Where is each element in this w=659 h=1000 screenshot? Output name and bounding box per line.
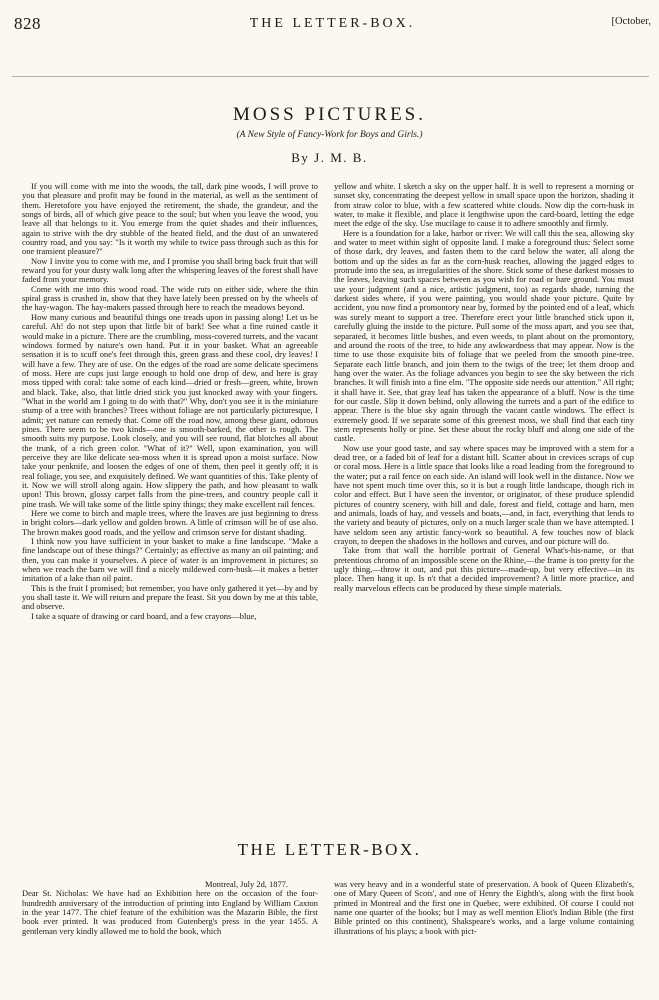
paragraph: Take from that wall the horrible portrait of General What's-his-name, or that pretentious chromo of an impossible scene on the Rhine,—the frame is too pretty for the ugly thing,—throw it out, and put this picture—made-up, but very effective—in its place. Then hang it up. Is n't that a decided improvement? A little more practice, and really marvelous effects can be produced by these simple materials. bbox=[334, 545, 634, 593]
paragraph: Here we come to birch and maple trees, where the leaves are just beginning to dress in bright colors—dark yellow and golden brown. A little of crimson will be of use also. The brown makes good roads, and the yellow and crimson serve for distant shading. bbox=[22, 508, 318, 537]
letter-box-title: THE LETTER-BOX. bbox=[237, 840, 422, 859]
paragraph: Now I invite you to come with me, and I promise you shall bring back fruit that will reward you for your dusty walk long after the whispering leaves of the forest shall have faded from your memory. bbox=[22, 255, 318, 285]
paragraph: I take a square of drawing or card board, and a few crayons—blue, bbox=[31, 610, 257, 621]
article-title: MOSS PICTURES. bbox=[233, 104, 426, 125]
article-column-left bbox=[22, 182, 318, 794]
letter-column-right bbox=[334, 880, 634, 996]
article-subtitle: (A New Style of Fancy-Work for Boys and Girls.) bbox=[236, 130, 423, 140]
paragraph: Now use your good taste, and say where spaces may be improved with a stem for a dead tree, or a faded bit of leaf for a distant hill. Scatter about in crevices scraps of cup or coral moss. Here is a little space that looks like a road leading from the foreground to the water; put a rail fence on each side. An island will look well in the distance. Now we have not spent much time over this, so it is but a rough little landscape, though rich in color and effect. But I have seen the inventor, or originator, of these produce splendid pictures of country scenery, with hill and dale, forest and field, cottage and barn, men and animals, loads of hay, and vessels and boats,—and, in fact, everything that lends to the variety and beauty of pictures, only on a much larger scale than we have attempted. I have seldom seen any artistic fancy-work so beautiful. A few touches now of black crayon, to deepen the shadows in the hollows and curves, and our picture will do. bbox=[334, 442, 634, 547]
letter-paragraph: Dear St. Nicholas: We have had an Exhibition here on the occasion of the four-hundredth anniversary of the introduction of printing into England by William Caxton in the year 1477. The chief feature of the exhibition was the Mazarin Bible, the first book ever printed. It was produced from Gutenberg's press in the year 1455. A gentleman very kindly allowed me to hold the book, which bbox=[22, 888, 318, 936]
paragraph: Here is a foundation for a lake, harbor or river: We will call this the sea, allowing sky and water to meet within sight of opposite land. I make a foreground thus: Select some of those dark, dry leaves, and fasten them to the card below the water, all along the bottom and up the sides as far as the corn-husk reaches, allowing the jagged edges to protrude into the sea, as irregularities of the shore. Stick some of these darkest mosses to the leaves, leaving such spaces between as you wish for road or bare ground. You must use your judgment (and a nice, artistic judgment, too) as regards shade, turning the darkest sides where, if you were painting, you would shade your picture. Quite by accident, you now find a promontory near by, formed by the pointed end of a leaf, which was surely meant to support a tree. Therefore erect your little branched stick upon it, carefully gluing the inside to the picture. Pull some of the moss apart, and you see that, separated, it becomes little bushes, and even weeds, to plant about on the promontory, and around the roots of the tree, to hide any awkwardness that may appear. Now is the time to use those exquisite bits of foliage that we peeled from the smooth pine-tree. Separate each little branch, and join them to the twigs of the tree; let them droop and hang over the water. As the foliage advances you begin to see the sky between the rich branches. It will finish into a fine elm. "The opposite side needs our attention." All right; it shall have it. See, that gray leaf has taken the appearance of a bluff. Now is the time for our castle. Slip it down behind, only allowing the turrets and a part of the edifice to appear. There is the blue sky again through the vacant castle windows. The effect is extremely good. If we separate some of this greenest moss, we shall find that each tiny stem represents holly or pine. Set these about the rocky bluff and along one side of the castle. bbox=[334, 227, 634, 444]
article-byline: By J. M. B. bbox=[291, 150, 368, 165]
paragraph: I think now you have sufficient in your basket to make a fine landscape. "Make a fine landscape out of these things?" Certainly; as effective as many an oil painting; and then, you can make it yourselves. A piece of water is an improvement in pictures; so when we reach the barn we will find a nicely mildewed corn-husk—it makes a better imitation of a lake than oil paint. bbox=[22, 536, 318, 584]
running-title: THE LETTER-BOX. bbox=[249, 16, 416, 31]
paragraph: yellow and white. I sketch a sky on the upper half. It is well to represent a morning or sunset sky, concentrating the deepest yellow in small space upon the horizon, shading it from straw color to blue, with a few scattered white clouds. Now dip the corn-husk in water, to make it flexible, and place it lengthwise upon the card-board, letting the edge meet the edge of the sky. Use mucilage to cause it to adhere smoothly and firmly. bbox=[334, 182, 634, 229]
letter-column-left bbox=[22, 880, 318, 996]
paragraph: Come with me into this wood road. The wide ruts on either side, where the thin spiral grass is crushed in, show that they have lately been pressed on by the wheels of the hay-wagon. The hay-makers passed through here to reach the meadows beyond. bbox=[22, 283, 318, 313]
page-header bbox=[14, 4, 651, 36]
paragraph: This is the fruit I promised; but remember, you have only gathered it yet—by and by you shall taste it. We will return and prepare the feast. Sit you down by me at this table, and observe. bbox=[22, 582, 318, 612]
paragraph: If you will come with me into the woods, the tall, dark pine woods, I will prove to you that pleasure and profit may be found in the material, as well as the sentiment of them. Heretofore you have enjoyed the retirement, the shade, the grandeur, and the songs of birds, all of which give peace to the soul; but when you leave the wood, you leave all that belongs to it. You emerge from the quiet shades and their influences, again to strive with the dry stubble of the heated field, and the dust of an unwatered country road, and you say: "Is it worth my while to twice pass through such as this for one transient pleasure?" bbox=[22, 182, 318, 257]
page-number: 828 bbox=[14, 14, 41, 33]
article-column-right bbox=[334, 182, 634, 794]
paragraph: How many curious and beautiful things one treads upon in passing along! Let us be careful. Ah! do not step upon that little bit of bark! See what a fine ruined castle it would make in a picture. There are the crumbling, moss-covered turrets, and the vacant windows formed by nature's own hand. Put it in your basket. What an agreeable sensation it is to scuff one's feet through this, green grass and these cool, dry leaves! I will have a few. They are of use. On the edges of the road are some delicate specimens of moss. Here are cups just large enough to hold one drop of dew, and here is gray moss tipped with coral: take some of each kind—dried or fresh—green, white, brown and black. Take, also, that little dried stick you just knocked away with your fingers. "What in the world am I going to do with that?" Why, don't you see it is the miniature stump of a tree with branches? Trees without foliage are not particularly picturesque, I admit; yet nature can remedy that. Come off the road now, among these giant, odorous pines. There seem to be two kinds—one is smooth-barked, the other is rough. The smooth suits my purpose. Look closely, and you will see round, flat blotches all about the trunk, of a rich green color. "What of it?" Well, upon examination, you will perceive they are like delicate sea-moss when it is spread upon a moist surface. Now take your penknife, and loosen the edges of one of them, then peel it gently off; it is real foliage, you see, and exquisitely defined. We want quantities of this. Take plenty of it. Now we will stroll along again. How slippery the path, and how pleasant to walk upon! This brown, glossy carpet falls from the pine-trees, and country people call it pine trash. We will take some of the little spiny things; they make excellent rail fences. bbox=[22, 311, 318, 509]
header-rule bbox=[12, 76, 649, 77]
letter-paragraph: was very heavy and in a wonderful state of preservation. A book of Queen Elizabeth's, one of Mary Queen of Scots', and one of Henry the Eighth's, along with the first book printed in Montreal and the first one in Quebec, were exhibited. Of course I could not name one quarter of the books; but I may as well mention Eliot's Indian Bible (the first Bible printed on this continent), Shakspeare's works, and a large volume containing illustrations of his plays; a book with pict- bbox=[334, 880, 634, 936]
letter-dateline: Montreal, July 2d, 1877. bbox=[205, 880, 288, 889]
running-month: [October, bbox=[611, 16, 651, 27]
